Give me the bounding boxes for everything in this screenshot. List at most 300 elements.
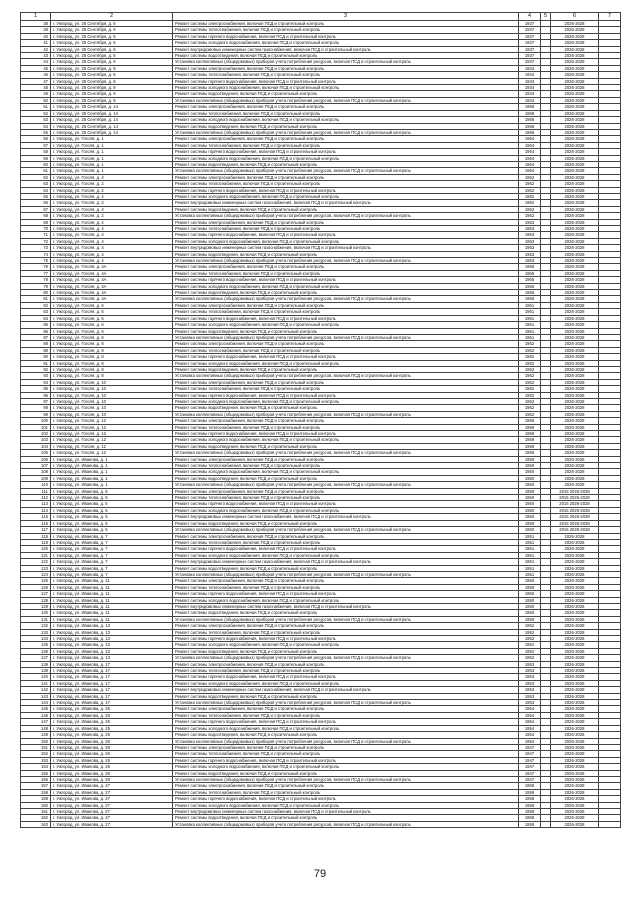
year-built-cell: 1934 [519,65,541,71]
address-cell: г. Ужгород, ул. Иванова, д. 17 [51,674,173,680]
work-type-cell: Ремонт системы теплоснабжения, включая ПСД и строительный контроль [173,789,519,795]
work-type-cell: Ремонт системы электроснабжения, включая ПСД и строительный контроль [173,65,519,71]
row-number-cell: 143 [21,693,51,699]
address-cell: г. Ужгород, ул. Гоголя, д. 4А [51,290,173,296]
work-type-cell: Ремонт системы электроснабжения, включая ПСД и строительный контроль [173,533,519,539]
column-header-4: 4 [519,13,541,21]
period-cell: 2026-2028 [551,59,599,65]
work-type-cell: Ремонт системы теплоснабжения, включая ПСД и строительный контроль [173,712,519,718]
year-built-cell: 1947 [519,744,541,750]
repair-schedule-table [20,12,621,828]
table-row [21,97,621,103]
period-cell: 2015 2026-2028 [551,507,599,513]
year-built-cell: 1962 [519,373,541,379]
year-built-cell: 1964 [519,149,541,155]
table-row [21,21,621,27]
year-built-cell: 1962 [519,354,541,360]
row-number-cell: 162 [21,815,51,821]
year-built-cell: 1953 [519,668,541,674]
document-sheet [20,12,620,828]
address-cell: г. Ужгород, ул. Гоголя, д. 1 [51,136,173,142]
address-cell: г. Ужгород, ул. Гоголя, д. 2 [51,181,173,187]
period-cell: 2026-2028 [551,712,599,718]
year-built-cell: 1954 [519,712,541,718]
work-type-cell: Ремонт системы водоотведения, включая ПСД и строительный контроль [173,290,519,296]
work-type-cell: Ремонт системы электроснабжения, включая ПСД и строительный контроль [173,21,519,27]
period-cell: 2026-2028 [551,110,599,116]
address-cell: г. Ужгород, ул. Иванова, д. 7 [51,539,173,545]
address-cell: г. Ужгород, ул. Иванова, д. 7 [51,546,173,552]
year-built-cell: 1959 [519,431,541,437]
row-number-cell: 163 [21,821,51,827]
address-cell: г. Ужгород, ул. 25 Сентября, д. 8 [51,78,173,84]
work-type-cell: Ремонт системы холодного водоснабжения, включая ПСД и строительный контроль [173,322,519,328]
address-cell: г. Ужгород, ул. Гоголя, д. 8 [51,366,173,372]
address-cell: г. Ужгород, ул. Гоголя, д. 6 [51,315,173,321]
address-cell: г. Ужгород, ул. Гоголя, д. 12 [51,418,173,424]
year-built-cell: 1959 [519,424,541,430]
year-built-cell: 1954 [519,725,541,731]
period-cell: 2026-2028 [551,290,599,296]
work-type-cell: Установка коллективных (общедомовых) приборов учета потребления ресурсов, включая ПСД и строительный контроль [173,571,519,577]
year-built-cell: 1958 [519,815,541,821]
row-number-cell: 149 [21,732,51,738]
period-cell: 2026-2028 [551,334,599,340]
address-cell: г. Ужгород, ул. Гоголя, д. 1 [51,168,173,174]
year-built-cell: 1962 [519,405,541,411]
work-type-cell: Ремонт внутридомовых инженерных систем газоснабжения, включая ПСД и строительный контроль [173,808,519,814]
year-built-cell: 1950 [519,456,541,462]
period-cell: 2026-2028 [551,193,599,199]
row-number-cell: 47 [21,78,51,84]
row-number-cell: 132 [21,623,51,629]
year-built-cell: 1952 [519,648,541,654]
work-type-cell: Установка коллективных (общедомовых) приборов учета потребления ресурсов, включая ПСД и строительный контроль [173,296,519,302]
address-cell: г. Ужгород, ул. 25 Сентября, д. 14 [51,129,173,135]
year-built-cell: 1968 [519,117,541,123]
address-cell: г. Ужгород, ул. Иванова, д. 25 [51,719,173,725]
address-cell: г. Ужгород, ул. Гоголя, д. 8 [51,347,173,353]
year-built-cell: 1953 [519,693,541,699]
address-cell: г. Ужгород, ул. Иванова, д. 1 [51,456,173,462]
period-cell: 2026-2028 [551,309,599,315]
year-built-cell: 1951 [519,552,541,558]
period-cell: 2026-2028 [551,719,599,725]
address-cell: г. Ужгород, ул. Иванова, д. 5 [51,527,173,533]
row-number-cell: 101 [21,424,51,430]
row-number-cell: 154 [21,764,51,770]
period-cell: 2026-2028 [551,168,599,174]
period-cell: 2026-2028 [551,418,599,424]
row-number-cell: 118 [21,533,51,539]
year-built-cell: 1950 [519,469,541,475]
period-cell: 2026-2028 [551,238,599,244]
period-cell: 2026-2028 [551,206,599,212]
row-number-cell: 105 [21,450,51,456]
row-number-cell: 123 [21,565,51,571]
table-row [21,85,621,91]
period-cell: 2026-2028 [551,181,599,187]
year-built-cell: 1958 [519,808,541,814]
address-cell: г. Ужгород, ул. Гоголя, д. 10 [51,386,173,392]
work-type-cell: Установка коллективных (общедомовых) приборов учета потребления ресурсов, включая ПСД и строительный контроль [173,450,519,456]
period-cell: 2026-2028 [551,33,599,39]
address-cell: г. Ужгород, ул. Гоголя, д. 2 [51,174,173,180]
year-built-cell: 1934 [519,91,541,97]
table-row [21,65,621,71]
work-type-cell: Ремонт системы холодного водоснабжения, включая ПСД и строительный контроль [173,117,519,123]
address-cell: г. Ужгород, ул. Гоголя, д. 6 [51,302,173,308]
year-built-cell: 1947 [519,770,541,776]
table-row [21,78,621,84]
period-cell: 2026-2028 [551,597,599,603]
period-cell: 2026-2028 [551,539,599,545]
period-cell: 2026-2028 [551,815,599,821]
column-number-row [21,13,621,21]
address-cell: г. Ужгород, ул. Гоголя, д. 12 [51,443,173,449]
address-cell: г. Ужгород, ул. Иванова, д. 11 [51,616,173,622]
row-number-cell: 55 [21,129,51,135]
address-cell: г. Ужгород, ул. Гоголя, д. 1 [51,149,173,155]
year-built-cell: 1950 [519,578,541,584]
work-type-cell: Ремонт системы холодного водоснабжения, включая ПСД и строительный контроль [173,507,519,513]
year-built-cell: 1953 [519,680,541,686]
year-built-cell: 1962 [519,411,541,417]
year-built-cell: 1947 [519,751,541,757]
address-cell: г. Ужгород, ул. Гоголя, д. 1 [51,155,173,161]
row-number-cell: 147 [21,719,51,725]
address-cell: г. Ужгород, ул. 25 Сентября, д. 6 [51,27,173,33]
address-cell: г. Ужгород, ул. 25 Сентября, д. 6 [51,33,173,39]
period-cell: 2026-2028 [551,744,599,750]
work-type-cell: Ремонт системы горячего водоснабжения, включая ПСД и строительный контроль [173,796,519,802]
address-cell: г. Ужгород, ул. Гоголя, д. 12 [51,450,173,456]
work-type-cell: Установка коллективных (общедомовых) приборов учета потребления ресурсов, включая ПСД и строительный контроль [173,373,519,379]
period-cell: 2026-2028 [551,725,599,731]
table-row [21,33,621,39]
year-built-cell: 1961 [519,309,541,315]
address-cell: г. Ужгород, ул. Гоголя, д. 12 [51,424,173,430]
address-cell: г. Ужгород, ул. Гоголя, д. 6 [51,334,173,340]
work-type-cell: Ремонт системы электроснабжения, включая ПСД и строительный контроль [173,136,519,142]
work-type-cell: Ремонт системы электроснабжения, включая ПСД и строительный контроль [173,578,519,584]
work-type-cell: Установка коллективных (общедомовых) приборов учета потребления ресурсов, включая ПСД и строительный контроль [173,258,519,264]
row-number-cell: 66 [21,200,51,206]
address-cell: г. Ужгород, ул. Иванова, д. 17 [51,693,173,699]
row-number-cell: 57 [21,142,51,148]
table-row [21,129,621,135]
work-type-cell: Ремонт системы холодного водоснабжения, включая ПСД и строительный контроль [173,283,519,289]
column-header-6: 6 [551,13,599,21]
row-number-cell: 97 [21,398,51,404]
work-type-cell: Ремонт системы водоотведения, включая ПСД и строительный контроль [173,161,519,167]
row-number-cell: 150 [21,738,51,744]
period-cell: 2026-2028 [551,360,599,366]
work-type-cell: Ремонт системы горячего водоснабжения, включая ПСД и строительный контроль [173,315,519,321]
row-number-cell: 79 [21,283,51,289]
period-cell: 2026-2028 [551,226,599,232]
work-type-cell: Ремонт системы водоотведения, включая ПСД и строительный контроль [173,251,519,257]
row-number-cell: 89 [21,347,51,353]
year-built-cell: 1962 [519,347,541,353]
year-built-cell: 1950 [519,475,541,481]
address-cell: г. Ужгород, ул. Гоголя, д. 8 [51,341,173,347]
period-cell: 2026-2028 [551,680,599,686]
address-cell: г. Ужгород, ул. Иванова, д. 27 [51,802,173,808]
work-type-cell: Ремонт внутридомовых инженерных систем газоснабжения, включая ПСД и строительный контроль [173,603,519,609]
work-type-cell: Ремонт системы теплоснабжения, включая ПСД и строительный контроль [173,72,519,78]
address-cell: г. Ужгород, ул. Гоголя, д. 10 [51,379,173,385]
year-built-cell: 1951 [519,559,541,565]
period-cell: 2026-2028 [551,379,599,385]
work-type-cell: Ремонт системы холодного водоснабжения, включая ПСД и строительный контроль [173,680,519,686]
year-built-cell: 1937 [519,21,541,27]
work-type-cell: Установка коллективных (общедомовых) приборов учета потребления ресурсов, включая ПСД и строительный контроль [173,482,519,488]
period-cell: 2026-2028 [551,783,599,789]
work-type-cell: Ремонт системы электроснабжения, включая ПСД и строительный контроль [173,302,519,308]
period-cell: 2026-2028 [551,808,599,814]
row-number-cell: 152 [21,751,51,757]
work-type-cell: Ремонт системы холодного водоснабжения, включая ПСД и строительный контроль [173,552,519,558]
row-number-cell: 156 [21,776,51,782]
period-cell: 2026-2028 [551,661,599,667]
year-built-cell: 1954 [519,732,541,738]
row-number-cell: 108 [21,469,51,475]
address-cell: г. Ужгород, ул. Иванова, д. 25 [51,712,173,718]
period-cell: 2026-2028 [551,213,599,219]
address-cell: г. Ужгород, ул. 25 Сентября, д. 8 [51,91,173,97]
work-type-cell: Ремонт системы теплоснабжения, включая ПСД и строительный контроль [173,424,519,430]
address-cell: г. Ужгород, ул. Гоголя, д. 4 [51,219,173,225]
address-cell: г. Ужгород, ул. Иванова, д. 27 [51,821,173,827]
year-built-cell: 1963 [519,245,541,251]
year-built-cell: 1937 [519,53,541,59]
address-cell: г. Ужгород, ул. Иванова, д. 27 [51,808,173,814]
period-cell: 2026-2028 [551,437,599,443]
address-cell: г. Ужгород, ул. Иванова, д. 11 [51,610,173,616]
year-built-cell: 1962 [519,193,541,199]
work-type-cell: Ремонт системы холодного водоснабжения, включая ПСД и строительный контроль [173,642,519,648]
address-cell: г. Ужгород, ул. Иванова, д. 5 [51,501,173,507]
work-type-cell: Ремонт внутридомовых инженерных систем газоснабжения, включая ПСД и строительный контроль [173,200,519,206]
row-number-cell: 41 [21,40,51,46]
row-number-cell: 56 [21,136,51,142]
work-type-cell: Установка коллективных (общедомовых) приборов учета потребления ресурсов, включая ПСД и строительный контроль [173,97,519,103]
work-type-cell: Установка коллективных (общедомовых) приборов учета потребления ресурсов, включая ПСД и строительный контроль [173,168,519,174]
year-built-cell: 1954 [519,719,541,725]
address-cell: г. Ужгород, ул. Гоголя, д. 4А [51,264,173,270]
work-type-cell: Установка коллективных (общедомовых) приборов учета потребления ресурсов, включая ПСД и строительный контроль [173,411,519,417]
year-built-cell: 1968 [519,123,541,129]
work-type-cell: Ремонт системы водоотведения, включая ПСД и строительный контроль [173,815,519,821]
address-cell: г. Ужгород, ул. 25 Сентября, д. 8 [51,72,173,78]
row-number-cell: 93 [21,373,51,379]
work-type-cell: Установка коллективных (общедомовых) приборов учета потребления ресурсов, включая ПСД и строительный контроль [173,334,519,340]
row-number-cell: 76 [21,264,51,270]
year-built-cell: 1952 [519,623,541,629]
address-cell: г. Ужгород, ул. Гоголя, д. 6 [51,309,173,315]
row-number-cell: 85 [21,322,51,328]
row-number-cell: 120 [21,546,51,552]
work-type-cell: Ремонт системы электроснабжения, включая ПСД и строительный контроль [173,418,519,424]
address-cell: г. Ужгород, ул. Иванова, д. 5 [51,514,173,520]
year-built-cell: 1953 [519,674,541,680]
address-cell: г. Ужгород, ул. Гоголя, д. 10 [51,398,173,404]
row-number-cell: 78 [21,277,51,283]
year-built-cell: 1961 [519,334,541,340]
row-number-cell: 38 [21,21,51,27]
period-cell: 2026-2028 [551,302,599,308]
row-number-cell: 117 [21,527,51,533]
work-type-cell: Ремонт внутридомовых инженерных систем газоснабжения, включая ПСД и строительный контроль [173,514,519,520]
year-built-cell: 1963 [519,232,541,238]
address-cell: г. Ужгород, ул. Иванова, д. 5 [51,488,173,494]
year-built-cell: 1950 [519,584,541,590]
row-number-cell: 157 [21,783,51,789]
period-cell: 2015 2026-2028 [551,514,599,520]
row-number-cell: 124 [21,571,51,577]
work-type-cell: Ремонт системы горячего водоснабжения, включая ПСД и строительный контроль [173,636,519,642]
work-type-cell: Ремонт системы теплоснабжения, включая ПСД и строительный контроль [173,110,519,116]
period-cell: 2026-2028 [551,533,599,539]
period-cell: 2026-2028 [551,546,599,552]
year-built-cell: 1962 [519,379,541,385]
work-type-cell: Ремонт системы горячего водоснабжения, включая ПСД и строительный контроль [173,546,519,552]
address-cell: г. Ужгород, ул. 25 Сентября, д. 6 [51,40,173,46]
period-cell: 2026-2028 [551,21,599,27]
period-cell: 2026-2028 [551,443,599,449]
address-cell: г. Ужгород, ул. Иванова, д. 13 [51,648,173,654]
table-row [21,40,621,46]
year-built-cell: 1950 [519,520,541,526]
period-cell: 2015 2026-2028 [551,488,599,494]
address-cell: г. Ужгород, ул. 25 Сентября, д. 14 [51,117,173,123]
work-type-cell: Ремонт системы теплоснабжения, включая ПСД и строительный контроль [173,270,519,276]
period-cell: 2026-2028 [551,674,599,680]
period-cell: 2026-2028 [551,584,599,590]
period-cell: 2026-2028 [551,469,599,475]
work-type-cell: Ремонт системы горячего водоснабжения, включая ПСД и строительный контроль [173,354,519,360]
year-built-cell: 1964 [519,168,541,174]
address-cell: г. Ужгород, ул. 25 Сентября, д. 6 [51,46,173,52]
work-type-cell: Ремонт системы водоотведения, включая ПСД и строительный контроль [173,610,519,616]
address-cell: г. Ужгород, ул. Гоголя, д. 8 [51,373,173,379]
period-cell: 2026-2028 [551,187,599,193]
year-built-cell: 1963 [519,251,541,257]
row-number-cell: 63 [21,181,51,187]
row-number-cell: 51 [21,104,51,110]
period-cell: 2026-2028 [551,700,599,706]
table-row [21,104,621,110]
period-cell: 2026-2028 [551,258,599,264]
address-cell: г. Ужгород, ул. Иванова, д. 1 [51,469,173,475]
row-number-cell: 160 [21,802,51,808]
row-number-cell: 131 [21,616,51,622]
year-built-cell: 1962 [519,200,541,206]
address-cell: г. Ужгород, ул. Иванова, д. 25 [51,706,173,712]
row-number-cell: 110 [21,482,51,488]
period-cell: 2026-2028 [551,571,599,577]
year-built-cell: 1934 [519,72,541,78]
row-number-cell: 43 [21,53,51,59]
year-built-cell: 1937 [519,59,541,65]
address-cell: г. Ужгород, ул. Иванова, д. 26 [51,744,173,750]
work-type-cell: Ремонт системы горячего водоснабжения, включая ПСД и строительный контроль [173,591,519,597]
period-cell: 2026-2028 [551,603,599,609]
period-cell: 2026-2028 [551,821,599,827]
year-built-cell: 1952 [519,629,541,635]
period-cell: 2026-2028 [551,732,599,738]
address-cell: г. Ужгород, ул. Гоголя, д. 12 [51,437,173,443]
row-number-cell: 106 [21,456,51,462]
year-built-cell: 1954 [519,738,541,744]
work-type-cell: Ремонт системы горячего водоснабжения, включая ПСД и строительный контроль [173,187,519,193]
work-type-cell: Ремонт системы горячего водоснабжения, включая ПСД и строительный контроль [173,501,519,507]
period-cell: 2026-2028 [551,552,599,558]
period-cell: 2026-2028 [551,482,599,488]
address-cell: г. Ужгород, ул. Иванова, д. 13 [51,642,173,648]
work-type-cell: Ремонт системы горячего водоснабжения, включая ПСД и строительный контроль [173,392,519,398]
period-cell: 2026-2028 [551,591,599,597]
row-number-cell: 70 [21,226,51,232]
row-number-cell: 39 [21,27,51,33]
year-built-cell: 1952 [519,636,541,642]
address-cell: г. Ужгород, ул. Иванова, д. 26 [51,770,173,776]
period-cell: 2026-2028 [551,347,599,353]
address-cell: г. Ужгород, ул. Иванова, д. 11 [51,578,173,584]
period-cell: 2026-2028 [551,789,599,795]
work-type-cell: Ремонт системы теплоснабжения, включая ПСД и строительный контроль [173,142,519,148]
period-cell: 2015 2026-2028 [551,520,599,526]
work-type-cell: Установка коллективных (общедомовых) приборов учета потребления ресурсов, включая ПСД и строительный контроль [173,129,519,135]
row-number-cell: 104 [21,443,51,449]
table-body [21,21,621,828]
row-number-cell: 60 [21,161,51,167]
address-cell: г. Ужгород, ул. Гоголя, д. 10 [51,405,173,411]
work-type-cell: Ремонт системы холодного водоснабжения, включая ПСД и строительный контроль [173,437,519,443]
row-number-cell: 58 [21,149,51,155]
address-cell: г. Ужгород, ул. Иванова, д. 26 [51,757,173,763]
address-cell: г. Ужгород, ул. Иванова, д. 25 [51,738,173,744]
period-cell: 2026-2028 [551,738,599,744]
work-type-cell: Ремонт системы электроснабжения, включая ПСД и строительный контроль [173,488,519,494]
year-built-cell: 1962 [519,392,541,398]
address-cell: г. Ужгород, ул. Иванова, д. 13 [51,623,173,629]
row-number-cell: 115 [21,514,51,520]
row-number-cell: 74 [21,251,51,257]
year-built-cell: 1961 [519,322,541,328]
period-cell: 2026-2028 [551,751,599,757]
address-cell: г. Ужгород, ул. Иванова, д. 5 [51,495,173,501]
period-cell: 2026-2028 [551,642,599,648]
year-built-cell: 1958 [519,796,541,802]
year-built-cell: 1965 [519,283,541,289]
row-number-cell: 65 [21,193,51,199]
year-built-cell: 1958 [519,802,541,808]
year-built-cell: 1958 [519,789,541,795]
year-built-cell: 1959 [519,437,541,443]
period-cell: 2026-2028 [551,322,599,328]
row-number-cell: 44 [21,59,51,65]
period-cell: 2026-2028 [551,610,599,616]
work-type-cell: Ремонт системы горячего водоснабжения, включая ПСД и строительный контроль [173,757,519,763]
period-cell: 2026-2028 [551,764,599,770]
year-built-cell: 1950 [519,463,541,469]
work-type-cell: Ремонт системы теплоснабжения, включая ПСД и строительный контроль [173,386,519,392]
address-cell: г. Ужгород, ул. 25 Сентября, д. 8 [51,65,173,71]
address-cell: г. Ужгород, ул. Гоголя, д. 8 [51,354,173,360]
period-cell: 2026-2028 [551,565,599,571]
